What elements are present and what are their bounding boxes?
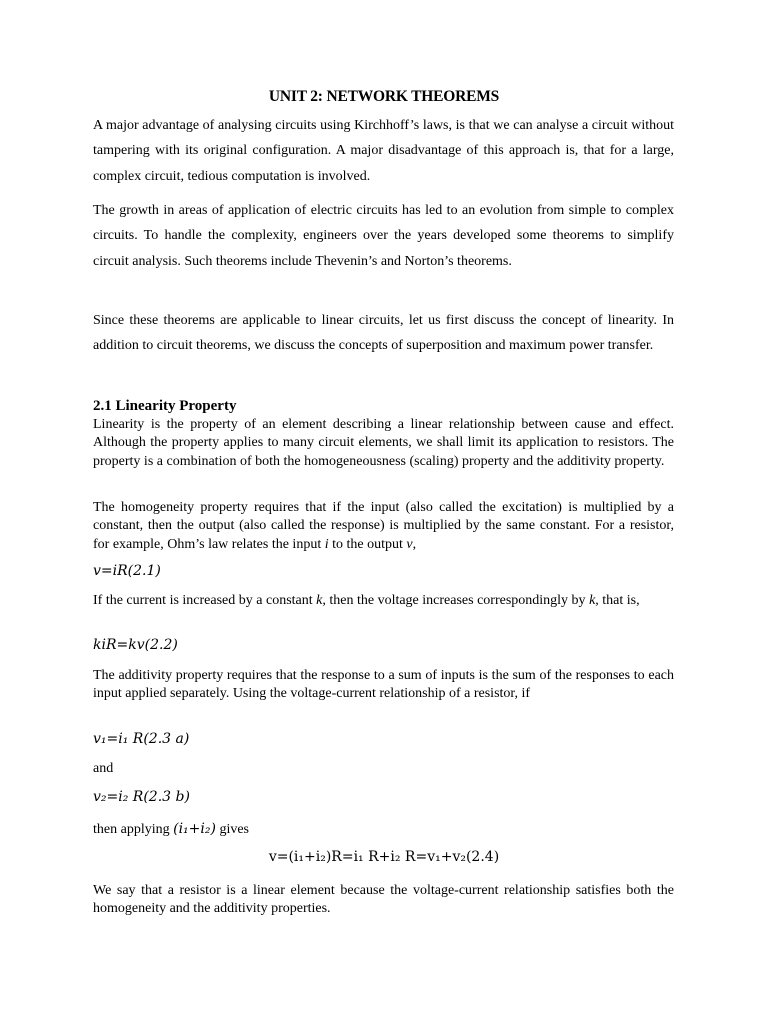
intro-paragraph-3: Since these theorems are applicable to linear circuits, let us first discuss the concept of linearity. In addition to circuit theorems, we discuss the concepts of superposition and maximum power transfer. xyxy=(93,313,674,354)
page-title: UNIT 2: NETWORK THEOREMS xyxy=(268,88,500,105)
equation-2-1: v=iR(2.1) xyxy=(93,563,161,579)
homogeneity-paragraph: The homogeneity property requires that if the input (also called the excitation) is multiplied by a constant, then the output (also called the response) is multiplied by the same constant. For a resistor, for example, Ohm’s law relates the input i to the output v, xyxy=(93,500,674,552)
additivity-paragraph: The additivity property requires that the response to a sum of inputs is the sum of the responses to each input applied separately. Using the voltage-current relationship of a resistor, if xyxy=(93,668,674,702)
applying-text: then applying (i₁+i₂) gives xyxy=(93,821,250,837)
linearity-paragraph: Linearity is the property of an element describing a linear relationship between cause and effect. Although the property applies to many circuit elements, we shall limit its application to resistors. The property is a combination of both the homogeneousness (scaling) property and the additivity property. xyxy=(93,417,674,469)
equation-2-3b: v₂=i₂ R(2.3 b) xyxy=(93,789,190,805)
equation-2-4: v=(i₁+i₂)R=i₁ R+i₂ R=v₁+v₂(2.4) xyxy=(268,849,500,865)
scaling-paragraph: If the current is increased by a constant k, then the voltage increases correspondingly by k, that is, xyxy=(93,593,640,608)
intro-paragraph-1: A major advantage of analysing circuits using Kirchhoff’s laws, is that we can analyse a circuit without tampering with its original configuration. A major disadvantage of this approach is, that for a large, complex circuit, tedious computation is involved. xyxy=(93,118,674,184)
and-text: and xyxy=(93,761,114,776)
equation-2-3a: v₁=i₁ R(2.3 a) xyxy=(93,731,190,747)
variable-i: i xyxy=(324,536,329,552)
variable-v: v xyxy=(406,536,413,552)
intro-paragraph-2: The growth in areas of application of electric circuits has led to an evolution from simple to complex circuits. To handle the complexity, engineers over the years developed some theorems to simplify circuit analysis. Such theorems include Thevenin’s and Norton’s theorems. xyxy=(93,203,674,269)
section-heading: 2.1 Linearity Property xyxy=(93,398,237,414)
equation-2-2: kiR=kv(2.2) xyxy=(93,637,178,653)
conclusion-paragraph: We say that a resistor is a linear element because the voltage-current relationship satisfies both the homogeneity and the additivity properties. xyxy=(93,883,674,917)
